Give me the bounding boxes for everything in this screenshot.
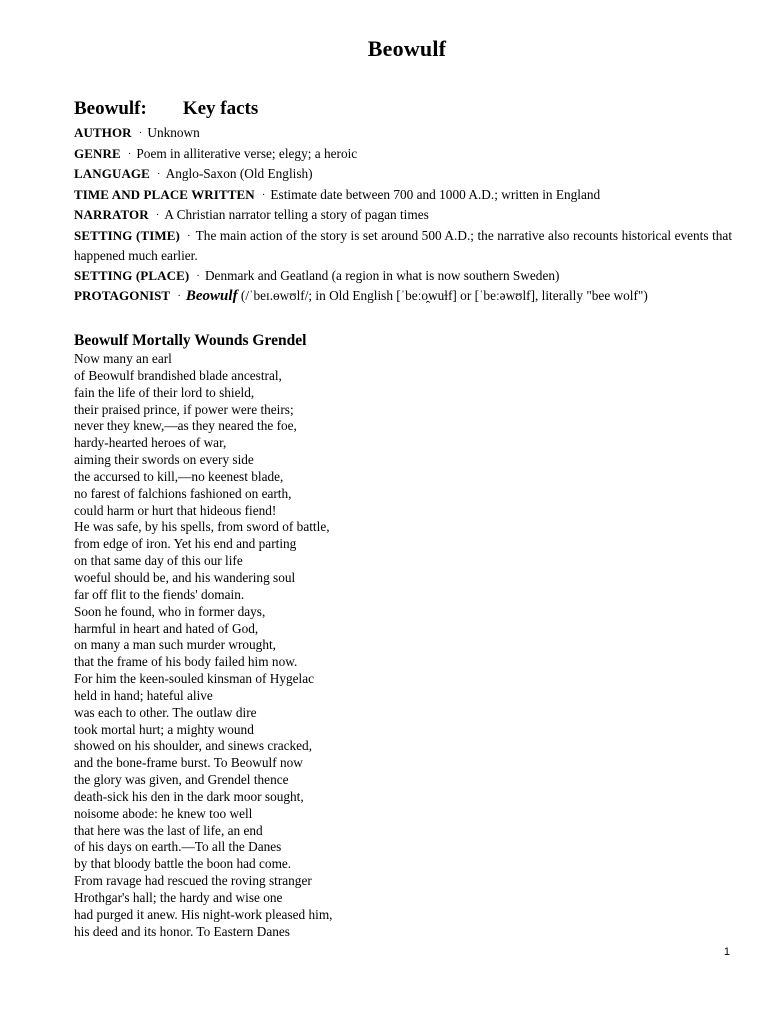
poem-line: that the frame of his body failed him now. bbox=[74, 654, 298, 670]
poem-line: woeful should be, and his wandering soul bbox=[74, 569, 296, 585]
fact-label: GENRE bbox=[74, 145, 121, 161]
poem-line: from edge of iron. Yet his end and parting bbox=[74, 536, 297, 552]
poem-line: his deed and its honor. To Eastern Danes bbox=[74, 923, 290, 939]
poem-line: took mortal hurt; a mighty wound bbox=[74, 721, 254, 737]
bullet-icon: · bbox=[261, 188, 266, 201]
protagonist-name: Beowulf bbox=[185, 288, 238, 304]
poem-line: the glory was given, and Grendel thence bbox=[74, 772, 289, 788]
poem-text bbox=[74, 351, 674, 941]
fact-value: Poem in alliterative verse; elegy; a heroic bbox=[136, 145, 358, 161]
poem-line: had purged it anew. His night-work pleased him, bbox=[74, 906, 333, 922]
poem-line: fain the life of their lord to shield, bbox=[74, 384, 255, 400]
fact-label: TIME AND PLACE WRITTEN bbox=[74, 186, 255, 202]
fact-label: SETTING (TIME) bbox=[74, 227, 180, 243]
fact-label: LANGUAGE bbox=[74, 166, 150, 181]
poem-line: Now many an earl bbox=[74, 351, 172, 366]
fact-value: Anglo-Saxon (Old English) bbox=[165, 166, 313, 181]
poem-line: He was safe, by his spells, from sword of battle, bbox=[74, 519, 330, 535]
fact-narrator bbox=[74, 205, 732, 226]
fact-label: NARRATOR bbox=[74, 207, 149, 222]
poem-line: their praised prince, if power were theirs; bbox=[74, 401, 294, 417]
poem-line: on many a man such murder wrought, bbox=[74, 637, 276, 653]
poem-line: never they knew,—as they neared the foe, bbox=[74, 418, 297, 434]
key-facts-heading-name: Beowulf: bbox=[74, 98, 147, 119]
fact-time-and-place-written bbox=[74, 185, 732, 206]
poem-line: could harm or hurt that hideous fiend! bbox=[74, 502, 277, 518]
fact-protagonist bbox=[74, 286, 732, 307]
bullet-icon: · bbox=[155, 209, 160, 221]
fact-label: AUTHOR bbox=[74, 125, 132, 140]
poem-line: Hrothgar's hall; the hardy and wise one bbox=[74, 890, 283, 905]
bullet-icon: · bbox=[187, 229, 191, 242]
bullet-icon: · bbox=[196, 269, 200, 282]
poem-line: aiming their swords on every side bbox=[74, 452, 254, 468]
poem-line: that here was the last of life, an end bbox=[74, 822, 263, 838]
poem-line: and the bone-frame burst. To Beowulf now bbox=[74, 755, 303, 771]
fact-setting-time bbox=[74, 226, 732, 266]
bullet-icon: · bbox=[177, 290, 181, 302]
poem-line: no farest of falchions fashioned on earth, bbox=[74, 485, 292, 501]
key-facts-heading bbox=[74, 98, 258, 120]
fact-value: The main action of the story is set around 500 A.D.; the narrative also recounts historical events that happened much earlier. bbox=[74, 227, 733, 263]
bullet-icon: · bbox=[138, 127, 143, 139]
fact-genre bbox=[74, 144, 732, 165]
fact-author bbox=[74, 123, 732, 144]
fact-value: Estimate date between 700 and 1000 A.D.; written in England bbox=[270, 186, 601, 202]
key-facts-list bbox=[74, 123, 732, 307]
page-number: 1 bbox=[723, 946, 730, 958]
poem-line: noisome abode: he knew too well bbox=[74, 805, 253, 821]
poem-line: Soon he found, who in former days, bbox=[74, 603, 266, 619]
fact-value: Unknown bbox=[147, 125, 200, 140]
fact-value: A Christian narrator telling a story of pagan times bbox=[164, 207, 429, 222]
fact-language bbox=[74, 164, 732, 185]
key-facts-heading-label: Key facts bbox=[182, 98, 259, 119]
fact-value: (/ˈbeɪ.ɵwʊlf/; in Old English [ˈbeːo̯wuɫf] or [ˈbeːəwʊlf], literally "bee wolf") bbox=[237, 288, 648, 303]
bullet-icon: · bbox=[156, 168, 161, 180]
poem-line: For him the keen-souled kinsman of Hygelac bbox=[74, 671, 315, 687]
poem-line: showed on his shoulder, and sinews cracked, bbox=[74, 738, 313, 754]
poem-line: on that same day of this our life bbox=[74, 553, 243, 569]
poem-line: From ravage had rescued the roving stranger bbox=[74, 873, 312, 889]
poem-line: harmful in heart and hated of God, bbox=[74, 620, 259, 636]
fact-setting-place bbox=[74, 266, 732, 287]
poem-line: held in hand; hateful alive bbox=[74, 687, 213, 703]
fact-label: PROTAGONIST bbox=[74, 288, 171, 303]
poem-heading: Beowulf Mortally Wounds Grendel bbox=[74, 332, 307, 349]
poem-line: was each to other. The outlaw dire bbox=[74, 704, 257, 720]
poem-line: hardy-hearted heroes of war, bbox=[74, 435, 227, 451]
poem-line: death-sick his den in the dark moor sought, bbox=[74, 788, 304, 804]
poem-line: of his days on earth.—To all the Danes bbox=[74, 839, 282, 855]
fact-label: SETTING (PLACE) bbox=[74, 267, 190, 283]
poem-line: the accursed to kill,—no keenest blade, bbox=[74, 468, 284, 484]
poem-line: of Beowulf brandished blade ancestral, bbox=[74, 367, 282, 383]
poem-line: by that bloody battle the boon had come. bbox=[74, 856, 292, 872]
poem-line: far off flit to the fiends' domain. bbox=[74, 586, 245, 602]
document-title: Beowulf bbox=[367, 36, 447, 61]
fact-value: Denmark and Geatland (a region in what is now southern Sweden) bbox=[204, 267, 560, 283]
bullet-icon: · bbox=[127, 147, 132, 160]
